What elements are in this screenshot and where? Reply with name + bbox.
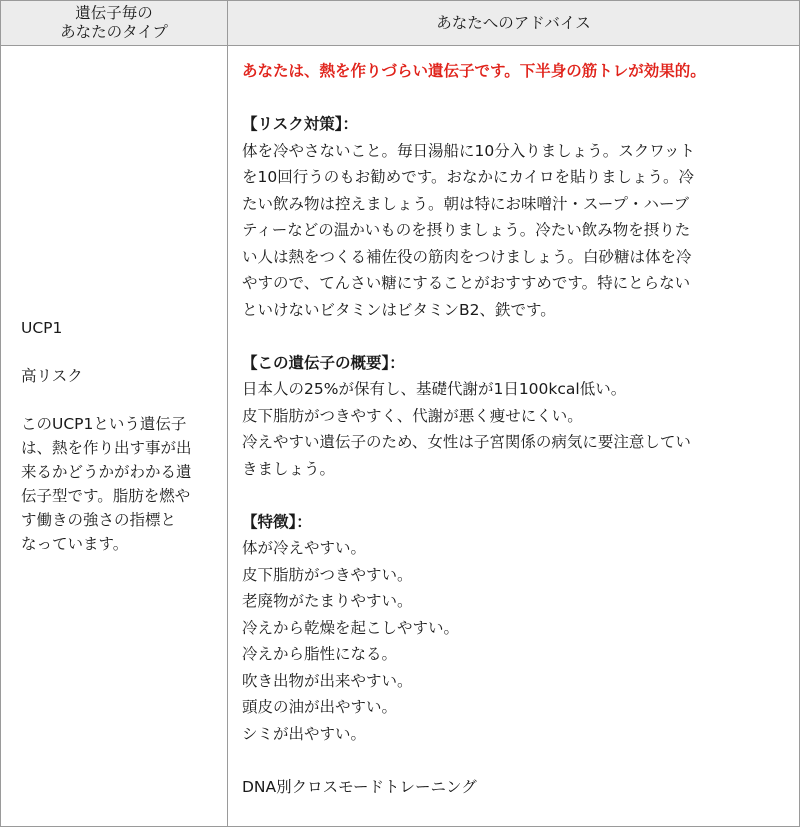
feature-item: 皮下脂肪がつきやすい。 [242, 565, 413, 584]
header-advice-label: あなたへのアドバイス [436, 13, 591, 32]
overview-section-title: 【この遺伝子の概要】： [242, 353, 405, 372]
feature-item: シミが出やすい。 [242, 724, 367, 743]
risk-line: といけないビタミンはビタミンB2、鉄です。 [242, 300, 556, 319]
advice-cell [228, 46, 799, 826]
feature-item: 冷えから乾燥を起こしやすい。 [242, 618, 460, 637]
risk-line: やすので、てんさい糖にすることがおすすめです。特にとらない [242, 274, 691, 292]
gene-desc-line: なっています。 [21, 535, 129, 553]
risk-line: 体を冷やさないこと。毎日湯船に10分入りましょう。スクワット [242, 141, 695, 160]
risk-line: を10回行うのもお勧めです。おなかにカイロを貼りましょう。冷 [242, 168, 695, 186]
training-footer: DNA別クロスモードトレーニング [242, 777, 477, 796]
feature-item: 体が冷えやすい。 [242, 539, 367, 557]
risk-line: たい飲み物は控えましょう。朝は特にお味噌汁・スープ・ハーブ [242, 194, 690, 213]
feature-item: 吹き出物が出来やすい。 [242, 671, 413, 690]
risk-line: ティーなどの温かいものを摂りましょう。冷たい飲み物を摂りた [242, 221, 691, 239]
gene-desc-line: す働きの強さの指標と [21, 511, 177, 529]
feature-item: 老廃物がたまりやすい。 [242, 592, 413, 610]
header-type-line1: 遺伝子毎の [75, 4, 153, 22]
features-section-title: 【特徴】： [242, 512, 312, 531]
header-type [1, 1, 228, 46]
overview-line: 日本人の25%が保有し、基礎代謝が1日100kcal低い。 [242, 380, 627, 398]
risk-level: 高リスク [21, 367, 83, 385]
feature-item: 頭皮の油が出やすい。 [242, 698, 398, 716]
header-advice [228, 1, 799, 46]
gene-name: UCP1 [21, 319, 63, 337]
type-cell [1, 46, 228, 826]
gene-desc-line: は、熱を作り出す事が出 [21, 439, 192, 457]
risk-line: い人は熱をつくる補佐役の筋肉をつけましょう。白砂糖は体を冷 [242, 247, 692, 266]
gene-desc-line: 伝子型です。脂肪を燃や [21, 487, 191, 505]
feature-item: 冷えから脂性になる。 [242, 645, 398, 663]
gene-desc-line: 来るかどうかがわかる遺 [21, 463, 192, 481]
gene-desc-line: このUCP1という遺伝子 [21, 415, 187, 433]
overview-line: きましょう。 [242, 459, 336, 478]
header-type-line2: あなたのタイプ [60, 23, 168, 41]
overview-line: 皮下脂肪がつきやすく、代謝が悪く痩せにくい。 [242, 406, 583, 425]
advice-headline: あなたは、熱を作りづらい遺伝子です。下半身の筋トレが効果的。 [242, 62, 706, 80]
overview-line: 冷えやすい遺伝子のため、女性は子宮関係の病気に要注意してい [242, 433, 691, 451]
risk-section-title: 【リスク対策】： [242, 115, 358, 133]
